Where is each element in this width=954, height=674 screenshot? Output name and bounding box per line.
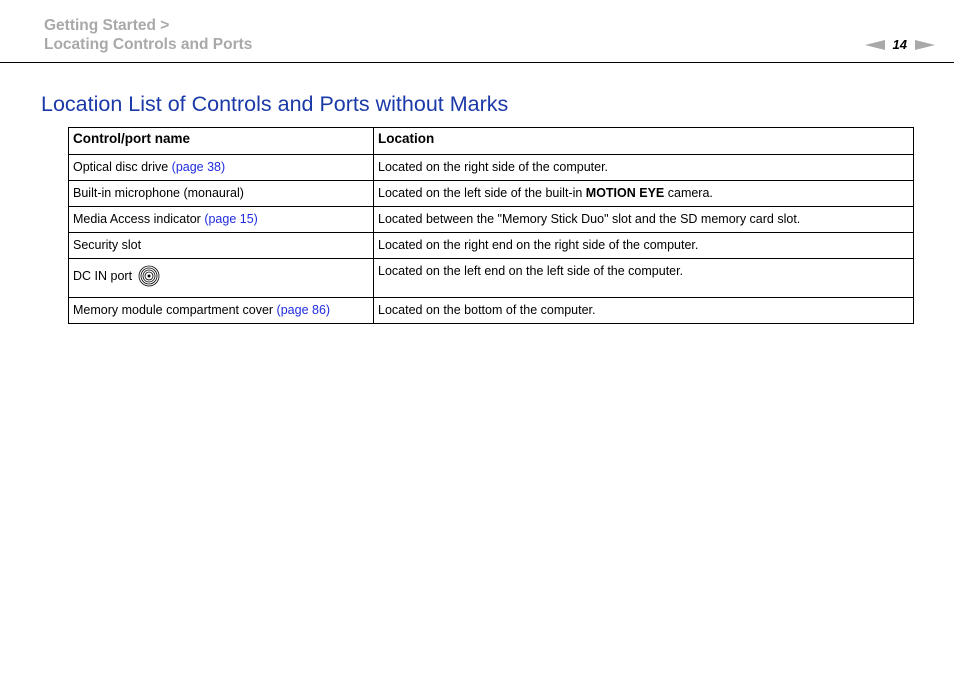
- location-cell: Located on the bottom of the computer.: [374, 298, 914, 324]
- breadcrumb-current[interactable]: Locating Controls and Ports: [44, 36, 253, 53]
- control-name: Media Access indicator: [73, 212, 205, 226]
- previous-page-arrow-icon[interactable]: [865, 40, 885, 50]
- control-name: DC IN port: [73, 269, 133, 283]
- table-header-row: [69, 128, 914, 155]
- table-row: [69, 207, 914, 233]
- location-text-end: camera.: [664, 186, 713, 200]
- breadcrumb: [44, 16, 252, 54]
- control-name-cell: Security slot: [69, 233, 374, 259]
- section-title: Location List of Controls and Ports without Marks: [41, 92, 509, 116]
- location-cell: [374, 181, 914, 207]
- header-divider: [0, 62, 954, 63]
- column-header-location: Location: [374, 128, 914, 155]
- control-name-cell: [69, 155, 374, 181]
- control-name-cell: [69, 298, 374, 324]
- control-name-cell: [69, 259, 374, 298]
- page-navigation: [865, 37, 935, 52]
- control-name: Optical disc drive: [73, 160, 172, 174]
- table-row: [69, 155, 914, 181]
- control-name: Memory module compartment cover: [73, 303, 277, 317]
- dc-in-port-icon: [138, 265, 160, 287]
- location-cell: Located between the "Memory Stick Duo" slot and the SD memory card slot.: [374, 207, 914, 233]
- table-row: [69, 233, 914, 259]
- page-link[interactable]: (page 86): [276, 303, 331, 317]
- controls-ports-table: [68, 127, 914, 324]
- location-bold-text: MOTION EYE: [585, 186, 665, 200]
- column-header-name: Control/port name: [69, 128, 374, 155]
- table-row: [69, 181, 914, 207]
- control-name-cell: Built-in microphone (monaural): [69, 181, 374, 207]
- page-link[interactable]: (page 38): [171, 160, 226, 174]
- location-text: Located on the left side of the built-in: [378, 186, 586, 200]
- control-name-cell: [69, 207, 374, 233]
- page-number: 14: [892, 37, 907, 52]
- location-cell: Located on the right end on the right side of the computer.: [374, 233, 914, 259]
- breadcrumb-parent[interactable]: Getting Started >: [44, 17, 170, 34]
- next-page-arrow-icon[interactable]: [915, 40, 935, 50]
- table-row: [69, 298, 914, 324]
- location-cell: Located on the left end on the left side of the computer.: [374, 259, 914, 298]
- location-cell: Located on the right side of the computer.: [374, 155, 914, 181]
- table-row: [69, 259, 914, 298]
- page-link[interactable]: (page 15): [204, 212, 258, 226]
